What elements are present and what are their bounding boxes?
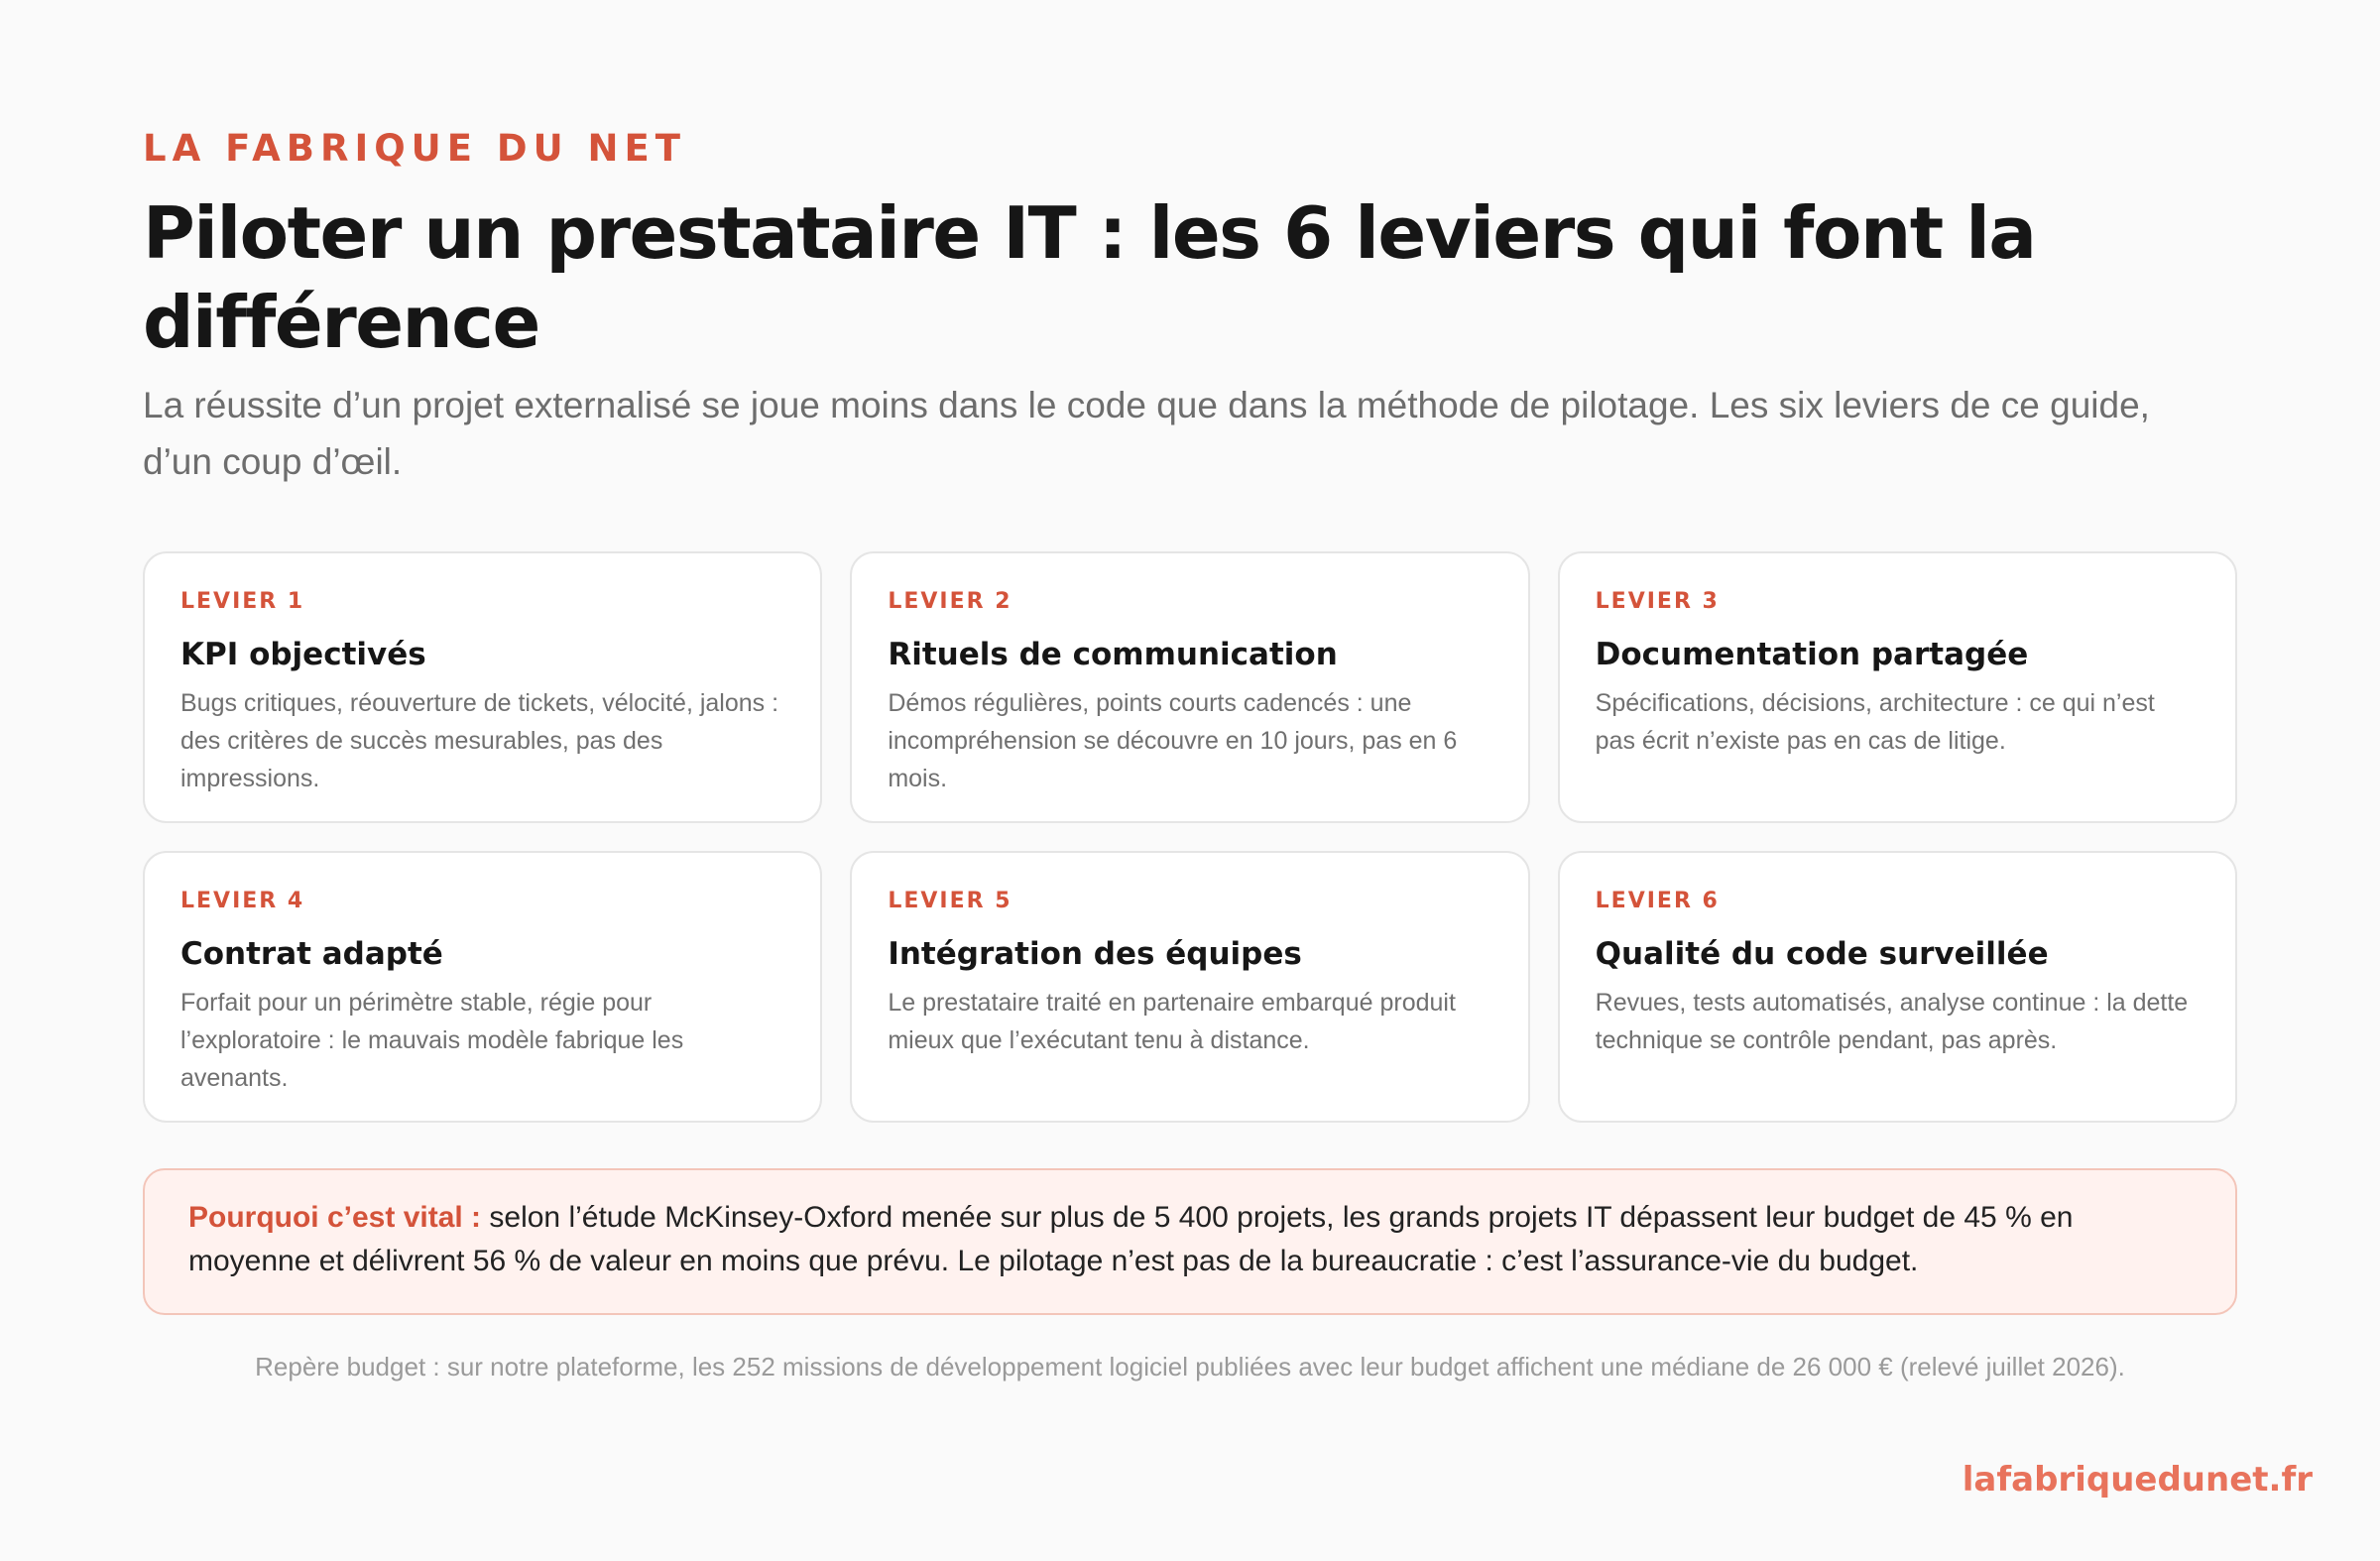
levers-grid: [143, 551, 2237, 1123]
lever-description: Forfait pour un périmètre stable, régie pour l’exploratoire : le mauvais modèle fabrique les avenants.: [180, 989, 684, 1092]
lever-title: Intégration des équipes: [888, 936, 1302, 972]
lever-kicker: LEVIER 2: [888, 589, 1012, 614]
vital-callout: [143, 1168, 2237, 1315]
lever-title: Qualité du code surveillée: [1595, 936, 2049, 972]
lever-kicker: LEVIER 1: [180, 589, 305, 614]
lever-card-4: [143, 851, 822, 1123]
lever-description: Bugs critiques, réouverture de tickets, vélocité, jalons : des critères de succès mesurables, pas des impressions.: [180, 689, 779, 792]
site-domain: lafabriquedunet.fr: [1962, 1460, 2313, 1500]
lever-title: KPI objectivés: [180, 637, 426, 672]
lever-card-5: [850, 851, 1529, 1123]
lever-title: Contrat adapté: [180, 936, 443, 972]
page-title: Piloter un prestataire IT : les 6 leviers qui font la différence: [143, 191, 2036, 364]
lever-title: Documentation partagée: [1595, 637, 2029, 672]
page-subtitle: La réussite d’un projet externalisé se joue moins dans le code que dans la méthode de pilotage. Les six leviers de ce guide, d’un coup d’œil.: [143, 385, 2150, 482]
callout-label: Pourquoi c’est vital :: [188, 1201, 482, 1234]
lever-kicker: LEVIER 6: [1595, 889, 1720, 913]
lever-description: Le prestataire traité en partenaire embarqué produit mieux que l’exécutant tenu à distance.: [888, 989, 1456, 1054]
lever-description: Revues, tests automatisés, analyse continue : la dette technique se contrôle pendant, pas après.: [1595, 989, 2189, 1054]
lever-kicker: LEVIER 5: [888, 889, 1012, 913]
lever-card-3: [1558, 551, 2237, 823]
lever-kicker: LEVIER 3: [1595, 589, 1720, 614]
callout-text: selon l’étude McKinsey-Oxford menée sur plus de 5 400 projets, les grands projets IT dépassent leur budget de 45 % en moyenne et délivrent 56 % de valeur en moins que prévu. Le pilotage n’est pas de la bureaucratie : c’est l’assurance-vie du budget.: [188, 1201, 2074, 1277]
lever-description: Démos régulières, points courts cadencés : une incompréhension se découvre en 10 jours, pas en 6 mois.: [888, 689, 1458, 792]
brand-label: LA FABRIQUE DU NET: [143, 127, 686, 170]
lever-card-6: [1558, 851, 2237, 1123]
lever-card-2: [850, 551, 1529, 823]
lever-card-1: [143, 551, 822, 823]
lever-description: Spécifications, décisions, architecture : ce qui n’est pas écrit n’existe pas en cas de litige.: [1595, 689, 2155, 755]
budget-footnote: Repère budget : sur notre plateforme, les 252 missions de développement logiciel publiées avec leur budget affichent une médiane de 26 000 € (relevé juillet 2026).: [255, 1352, 2125, 1381]
lever-title: Rituels de communication: [888, 637, 1338, 672]
lever-kicker: LEVIER 4: [180, 889, 305, 913]
